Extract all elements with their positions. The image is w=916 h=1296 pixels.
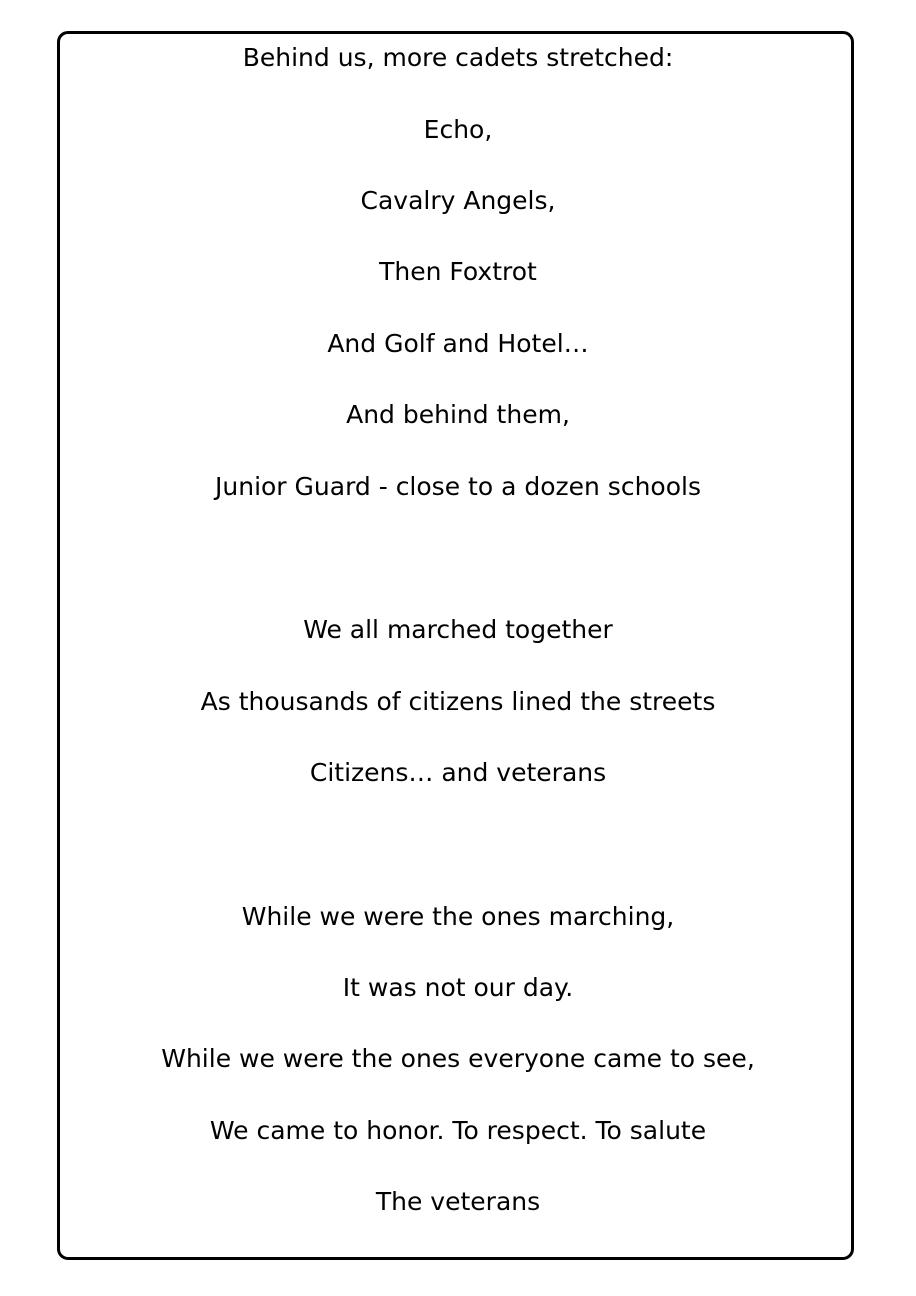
poem-line: We all marched together <box>303 615 613 644</box>
poem-line: Echo, <box>423 115 493 144</box>
poem-line: As thousands of citizens lined the streets <box>200 687 716 716</box>
poem-line: Cavalry Angels, <box>360 186 556 215</box>
poem-line: We came to honor. To respect. To salute <box>209 1116 707 1145</box>
poem-line: And behind them, <box>346 400 570 429</box>
poem-line: And Golf and Hotel… <box>327 329 589 358</box>
poem-line: While we were the ones everyone came to see, <box>161 1044 755 1073</box>
poem-line: Then Foxtrot <box>379 257 537 286</box>
poem-line: It was not our day. <box>342 973 574 1002</box>
poem-line: The veterans <box>375 1187 541 1216</box>
poem-line: Behind us, more cadets stretched: <box>242 43 674 72</box>
poem-line: Citizens… and veterans <box>309 758 607 787</box>
poem-line: Junior Guard - close to a dozen schools <box>215 472 701 501</box>
poem-line: While we were the ones marching, <box>241 902 675 931</box>
